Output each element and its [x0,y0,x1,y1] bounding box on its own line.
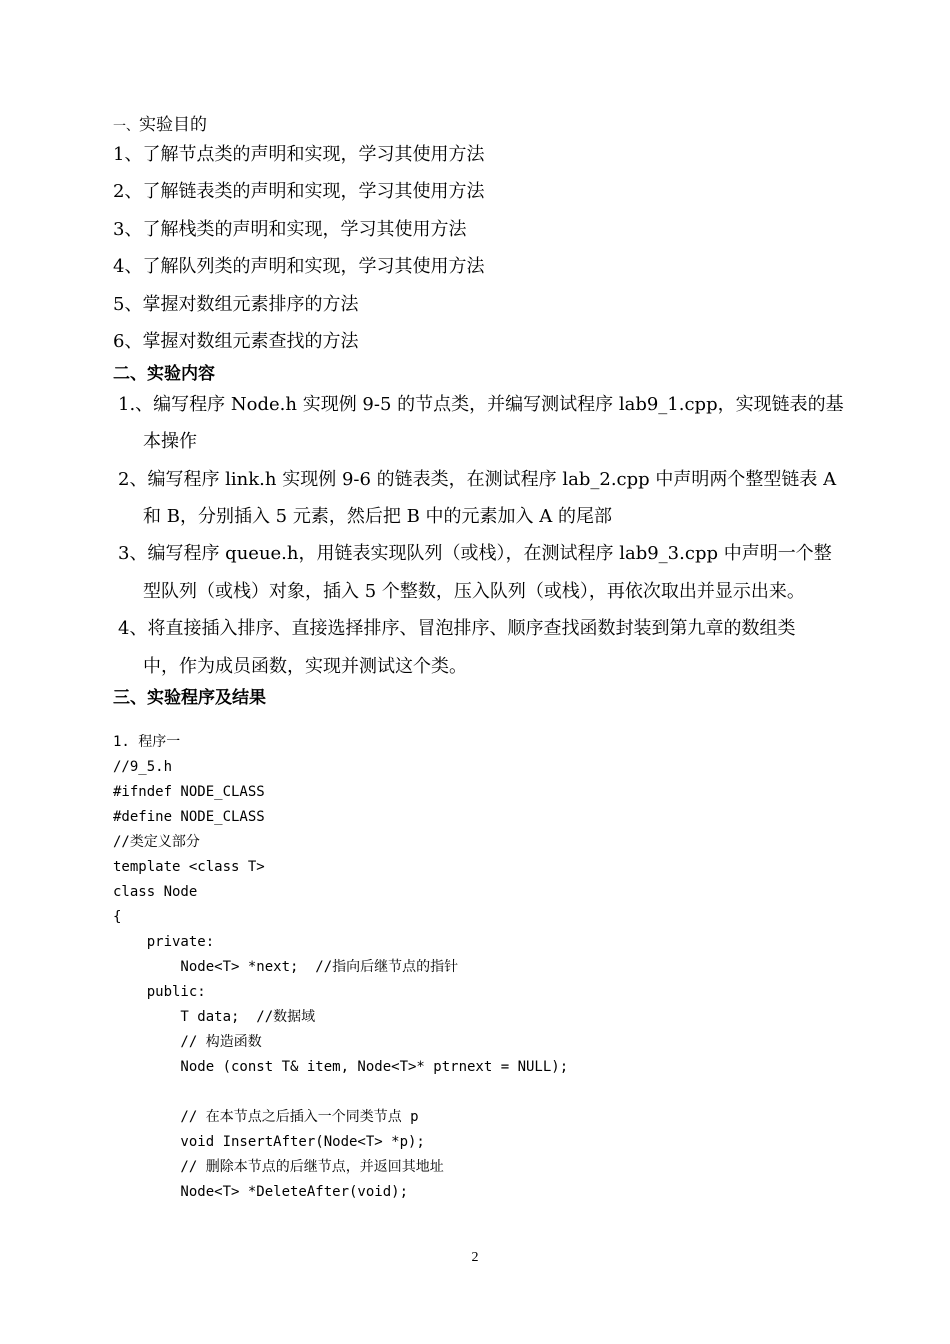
purpose-item: 1、了解节点类的声明和实现，学习其使用方法 [113,144,485,165]
section-heading-purpose [113,113,207,139]
code-line: 1. 程序一 [113,734,181,750]
code-line: class Node [113,884,198,900]
code-line: { [113,909,122,925]
content-item-line: 本操作 [143,431,197,452]
code-block [113,712,568,1247]
content-item-line: 1.、编写程序 Node.h 实现例 9-5 的节点类，并编写测试程序 lab9_1.cpp，实现链表的基 [118,394,844,415]
code-line: // 在本节点之后插入一个同类节点 p [113,1109,419,1125]
content-item-line: 3、编写程序 queue.h，用链表实现队列（或栈），在测试程序 lab9_3.cpp 中声明一个整 [118,543,832,564]
code-line: void InsertAfter(Node<T> *p); [113,1134,425,1150]
purpose-item: 6、掌握对数组元素查找的方法 [113,331,359,352]
code-line: //9_5.h [113,759,173,775]
purpose-item: 3、了解栈类的声明和实现，学习其使用方法 [113,219,467,240]
code-line: Node<T> *next; //指向后继节点的指针 [113,959,459,975]
code-line: // 删除本节点的后继节点，并返回其地址 [113,1159,444,1175]
content-item-line: 型队列（或栈）对象，插入 5 个整数，压入队列（或栈），再依次取出并显示出来。 [143,581,805,602]
code-line: public: [113,984,206,1000]
code-line: #ifndef NODE_CLASS [113,784,265,800]
section-heading-prefix: 一、 [113,119,140,134]
code-line: Node (const T& item, Node<T>* ptrnext = NULL); [113,1059,569,1075]
content-item-line: 和 B，分别插入 5 元素，然后把 B 中的元素加入 A 的尾部 [143,506,612,527]
section-heading-program: 三、实验程序及结果 [113,688,266,708]
content-item-line: 中，作为成员函数，实现并测试这个类。 [143,656,467,677]
code-line: template <class T> [113,859,265,875]
content-item-line: 2、编写程序 link.h 实现例 9-6 的链表类，在测试程序 lab_2.cpp 中声明两个整型链表 A [118,469,837,490]
code-line: Node<T> *DeleteAfter(void); [113,1184,409,1200]
code-line: private: [113,934,215,950]
section-heading-title: 实验目的 [139,115,208,135]
code-line: // 构造函数 [113,1034,262,1050]
code-line: //类定义部分 [113,834,200,850]
page-number: 2 [471,1250,479,1265]
purpose-item: 2、了解链表类的声明和实现，学习其使用方法 [113,181,485,202]
code-line: #define NODE_CLASS [113,809,265,825]
code-line: T data; //数据域 [113,1009,316,1025]
purpose-item: 5、掌握对数组元素排序的方法 [113,294,359,315]
section-heading-content: 二、实验内容 [113,364,215,384]
content-item-line: 4、将直接插入排序、直接选择排序、冒泡排序、顺序查找函数封装到第九章的数组类 [118,618,796,639]
code-line [113,1082,568,1107]
purpose-item: 4、了解队列类的声明和实现，学习其使用方法 [113,256,485,277]
